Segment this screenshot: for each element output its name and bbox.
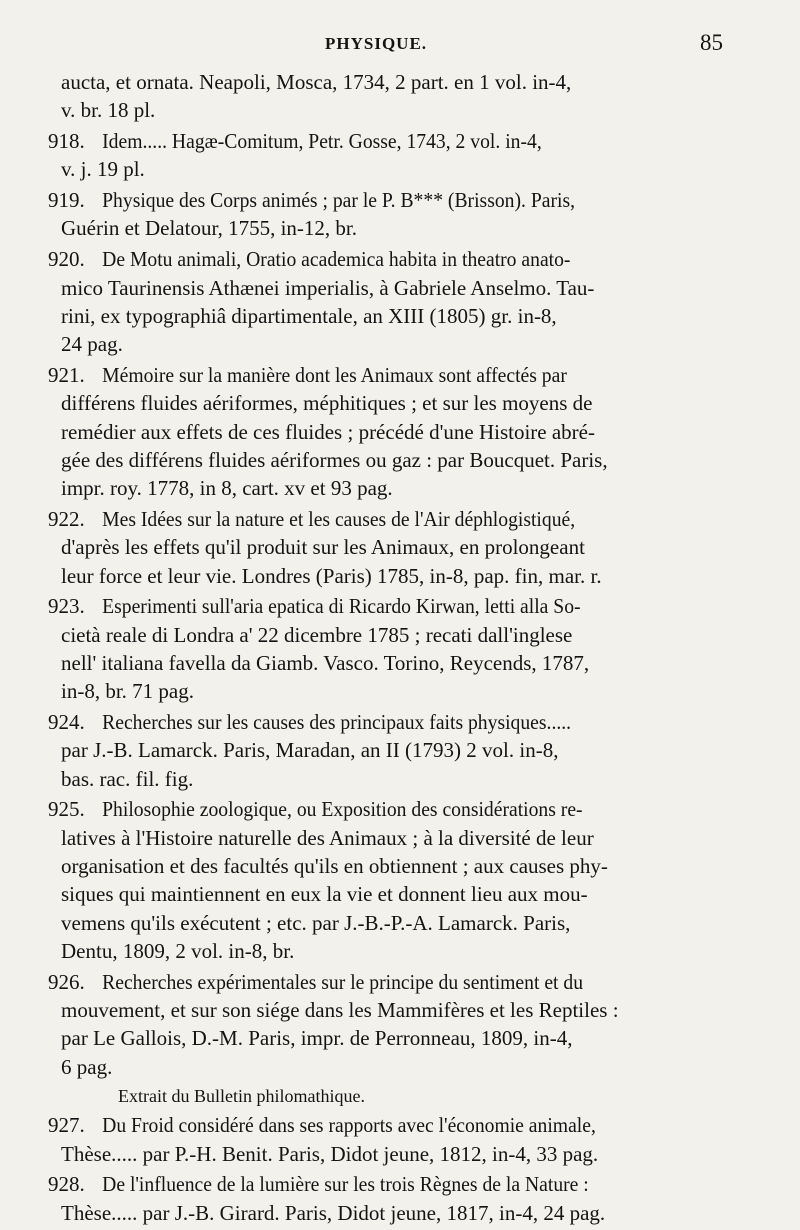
text-line: cietà reale di Londra a' 22 dicembre 1785 ; recati dall'inglese bbox=[61, 622, 573, 647]
text-line: in-8, br. 71 pag. bbox=[61, 679, 194, 704]
entry-note: Extrait du Bulletin philomathique. bbox=[118, 1086, 365, 1107]
text-line: bas. rac. fil. fig. bbox=[61, 766, 194, 791]
text-line: Guérin et Delatour, 1755, in-12, br. bbox=[61, 216, 358, 241]
continued-entry bbox=[48, 68, 738, 125]
text-line: Philosophie zoologique, ou Exposition des considérations re- bbox=[102, 797, 583, 822]
bibliography-entry bbox=[48, 361, 738, 502]
text-line: Mes Idées sur la nature et les causes de l'Air déphlogistiqué, bbox=[102, 506, 576, 531]
entry-number: 919. bbox=[48, 188, 85, 213]
bibliography-entry bbox=[48, 708, 738, 793]
text-line: gée des différens fluides aériformes ou gaz : par Boucquet. Paris, bbox=[61, 447, 608, 472]
text-line: Esperimenti sull'aria epatica di Ricardo Kirwan, letti alla So- bbox=[102, 594, 581, 619]
text-line: siques qui maintiennent en eux la vie et donnent lieu aux mou- bbox=[61, 882, 588, 907]
entry-number: 925. bbox=[48, 797, 85, 822]
text-line: différens fluides aériformes, méphitiques ; et sur les moyens de bbox=[61, 391, 593, 416]
bibliography-list bbox=[48, 68, 738, 1230]
text-line: Du Froid considéré dans ses rapports avec l'économie animale, bbox=[102, 1113, 596, 1138]
entry-number: 923. bbox=[48, 594, 85, 619]
text-line: Recherches expérimentales sur le principe du sentiment et du bbox=[102, 969, 584, 994]
entry-number: 926. bbox=[48, 969, 85, 994]
entry-number: 920. bbox=[48, 247, 85, 272]
page-number: 85 bbox=[700, 30, 723, 55]
bibliography-entry bbox=[48, 795, 738, 965]
entry-number: 922. bbox=[48, 506, 85, 531]
text-line: mouvement, et sur son siége dans les Mammifères et les Reptiles : bbox=[61, 998, 619, 1022]
bibliography-entry bbox=[48, 1170, 738, 1227]
entry-number: 927. bbox=[48, 1113, 85, 1138]
running-head: PHYSIQUE. bbox=[325, 34, 428, 53]
bibliography-entry bbox=[48, 186, 738, 243]
text-line: par Le Gallois, D.-M. Paris, impr. de Perronneau, 1809, in-4, bbox=[61, 1026, 573, 1051]
bibliography-entry bbox=[48, 245, 738, 358]
text-line: Thèse..... par J.-B. Girard. Paris, Didot jeune, 1817, in-4, 24 pag. bbox=[61, 1200, 606, 1225]
text-line: v. j. 19 pl. bbox=[61, 157, 145, 182]
text-line: mico Taurinensis Athænei imperialis, à Gabriele Anselmo. Tau- bbox=[61, 275, 595, 300]
text-line: 6 pag. bbox=[61, 1054, 113, 1079]
text-line: nell' italiana favella da Giamb. Vasco. Torino, Reycends, 1787, bbox=[61, 650, 590, 675]
text-line: latives à l'Histoire naturelle des Animaux ; à la diversité de leur bbox=[61, 825, 594, 850]
text-line: De Motu animali, Oratio academica habita in theatro anato- bbox=[102, 247, 571, 272]
entry-number: 918. bbox=[48, 129, 85, 154]
text-line: 24 pag. bbox=[61, 332, 123, 357]
text-line: De l'influence de la lumière sur les trois Règnes de la Nature : bbox=[102, 1172, 589, 1197]
entry-number: 924. bbox=[48, 710, 85, 735]
text-line: Mémoire sur la manière dont les Animaux sont affectés par bbox=[102, 362, 567, 387]
page-header bbox=[0, 30, 800, 60]
entries bbox=[48, 127, 738, 1227]
text-line: Thèse..... par P.-H. Benit. Paris, Didot jeune, 1812, in-4, 33 pag. bbox=[61, 1141, 599, 1166]
bibliography-entry bbox=[48, 1111, 738, 1168]
text-line: Recherches sur les causes des principaux faits physiques..... bbox=[102, 710, 572, 735]
entry-number: 921. bbox=[48, 362, 85, 387]
text-line: impr. roy. 1778, in 8, cart. xv et 93 pag. bbox=[61, 476, 393, 501]
text-line: d'après les effets qu'il produit sur les Animaux, en prolongeant bbox=[61, 535, 585, 560]
text-line: remédier aux effets de ces fluides ; précédé d'une Histoire abré- bbox=[61, 419, 595, 444]
text-line: Idem..... Hagæ-Comitum, Petr. Gosse, 1743, 2 vol. in-4, bbox=[102, 129, 542, 154]
bibliography-entry bbox=[48, 592, 738, 705]
text-line: Dentu, 1809, 2 vol. in-8, br. bbox=[61, 938, 295, 963]
text-line: v. br. 18 pl. bbox=[61, 98, 156, 123]
text-line: aucta, et ornata. Neapoli, Mosca, 1734, 2 part. en 1 vol. in-4, bbox=[61, 70, 572, 94]
text-line: organisation et des facultés qu'ils en obtiennent ; aux causes phy- bbox=[61, 854, 608, 879]
bibliography-entry bbox=[48, 968, 738, 1081]
bibliography-entry bbox=[48, 505, 738, 590]
entry-number: 928. bbox=[48, 1172, 85, 1197]
text-line: vemens qu'ils exécutent ; etc. par J.-B.-P.-A. Lamarck. Paris, bbox=[61, 910, 571, 935]
text-line: Physique des Corps animés ; par le P. B*** (Brisson). Paris, bbox=[102, 188, 576, 213]
text-line: rini, ex typographiâ dipartimentale, an XIII (1805) gr. in-8, bbox=[61, 303, 557, 328]
text-line: par J.-B. Lamarck. Paris, Maradan, an II (1793) 2 vol. in-8, bbox=[61, 738, 559, 763]
bibliography-entry bbox=[48, 127, 738, 184]
text-line: leur force et leur vie. Londres (Paris) 1785, in-8, pap. fin, mar. r. bbox=[61, 563, 602, 588]
